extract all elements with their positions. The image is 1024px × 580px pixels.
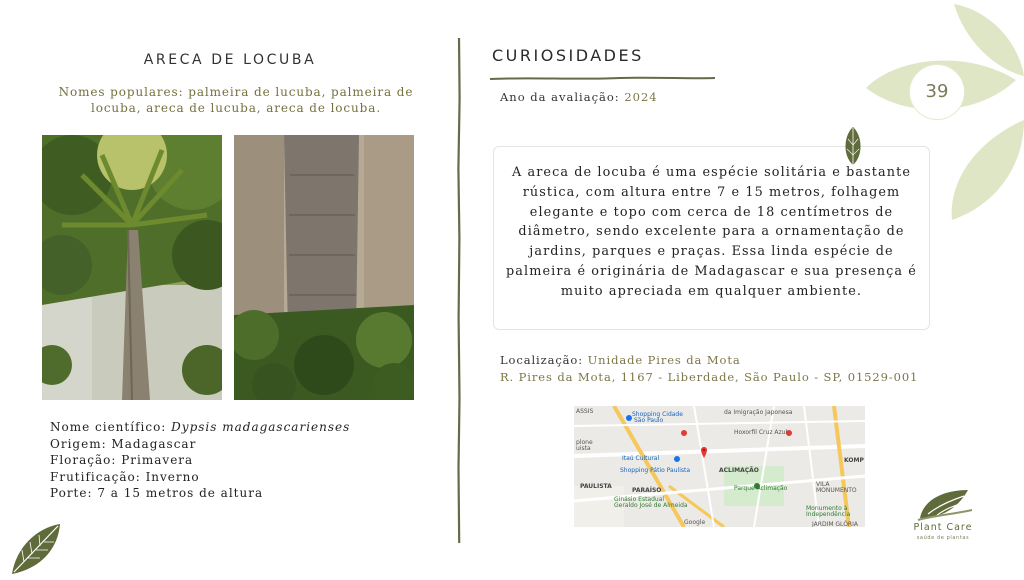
year-label: Ano da avaliação:: [500, 90, 620, 104]
scientific-value: Dypsis madagascarienses: [171, 420, 351, 434]
evaluation-year: [500, 90, 658, 104]
location-label: Localização:: [500, 353, 584, 367]
svg-text:PAULISTA: PAULISTA: [580, 483, 612, 490]
svg-text:Itaú Cultural: Itaú Cultural: [622, 455, 660, 462]
photo-palm-canopy: [42, 135, 222, 400]
svg-text:Google: Google: [684, 519, 706, 526]
svg-text:PARAÍSO: PARAÍSO: [632, 487, 662, 494]
location-unit: Unidade Pires da Mota: [587, 353, 741, 367]
svg-text:VILA: VILA: [816, 481, 830, 488]
location-map[interactable]: [574, 406, 865, 527]
brand-tagline: saúde de plantas: [916, 535, 970, 541]
year-value: 2024: [624, 90, 658, 104]
svg-text:ASSIS: ASSIS: [576, 408, 594, 415]
svg-text:Monumento à: Monumento à: [806, 505, 848, 512]
species-title: ARECA DE LOCUBA: [143, 52, 317, 68]
column-divider: [454, 38, 464, 543]
svg-text:JARDIM GLÓRIA: JARDIM GLÓRIA: [812, 521, 858, 527]
page-number: 39: [909, 64, 965, 120]
leaf-icon: [8, 520, 68, 576]
scientific-name-line: [50, 419, 430, 436]
svg-text:Shopping Pátio Paulista: Shopping Pátio Paulista: [620, 467, 691, 474]
photo-palm-trunk: [234, 135, 414, 400]
svg-text:ACLIMAÇÃO: ACLIMAÇÃO: [719, 467, 759, 474]
svg-text:Parque Aclimação: Parque Aclimação: [734, 485, 788, 492]
svg-text:da Imigração Japonesa: da Imigração Japonesa: [724, 409, 793, 416]
small-leaf-icon: [838, 125, 868, 167]
svg-text:São Paulo: São Paulo: [634, 417, 664, 424]
title-underline: [490, 68, 715, 76]
svg-text:uista: uista: [576, 445, 591, 452]
curiosities-text: A areca de locuba é uma espécie solitária e bastante rústica, com altura entre 7 e 15 metros, folhagem elegante e topo com cerca de 18 centímetros de diâmetro, sendo excelente para a ornamentação de jardins, parques e praças. Essa linda espécie de palmeira é originária de Madagascar e sua presença é muito apreciada em qualquer ambiente.: [506, 165, 917, 299]
location-address: R. Pires da Mota, 1167 - Liberdade, São Paulo - SP, 01529-001: [500, 369, 919, 384]
svg-text:plone: plone: [576, 439, 593, 446]
svg-text:Shopping Cidade: Shopping Cidade: [632, 411, 683, 418]
svg-text:KOMP: KOMP: [844, 457, 864, 464]
brand-name: Plant Care: [913, 522, 973, 533]
flowering-line: Floração: Primavera: [50, 453, 194, 468]
scientific-label: Nome científico:: [50, 420, 167, 434]
svg-text:Ginásio Estadual: Ginásio Estadual: [614, 496, 665, 503]
svg-text:Hoxorfil Cruz Azul: Hoxorfil Cruz Azul: [734, 429, 788, 436]
svg-text:Geraldo José de Almeida: Geraldo José de Almeida: [614, 502, 688, 509]
svg-text:Independência: Independência: [806, 511, 851, 518]
curiosities-title: CURIOSIDADES: [492, 46, 644, 65]
origin-line: Origem: Madagascar: [50, 436, 197, 451]
fruiting-line: Frutificação: Inverno: [50, 469, 200, 484]
location-block: [500, 352, 918, 385]
svg-text:MONUMENTO: MONUMENTO: [816, 487, 857, 494]
popular-names: Nomes populares: palmeira de lucuba, palmeira de locuba, areca de lucuba, areca de locuba.: [58, 85, 414, 115]
species-facts: [50, 419, 430, 502]
size-line: Porte: 7 a 15 metros de altura: [50, 486, 264, 501]
